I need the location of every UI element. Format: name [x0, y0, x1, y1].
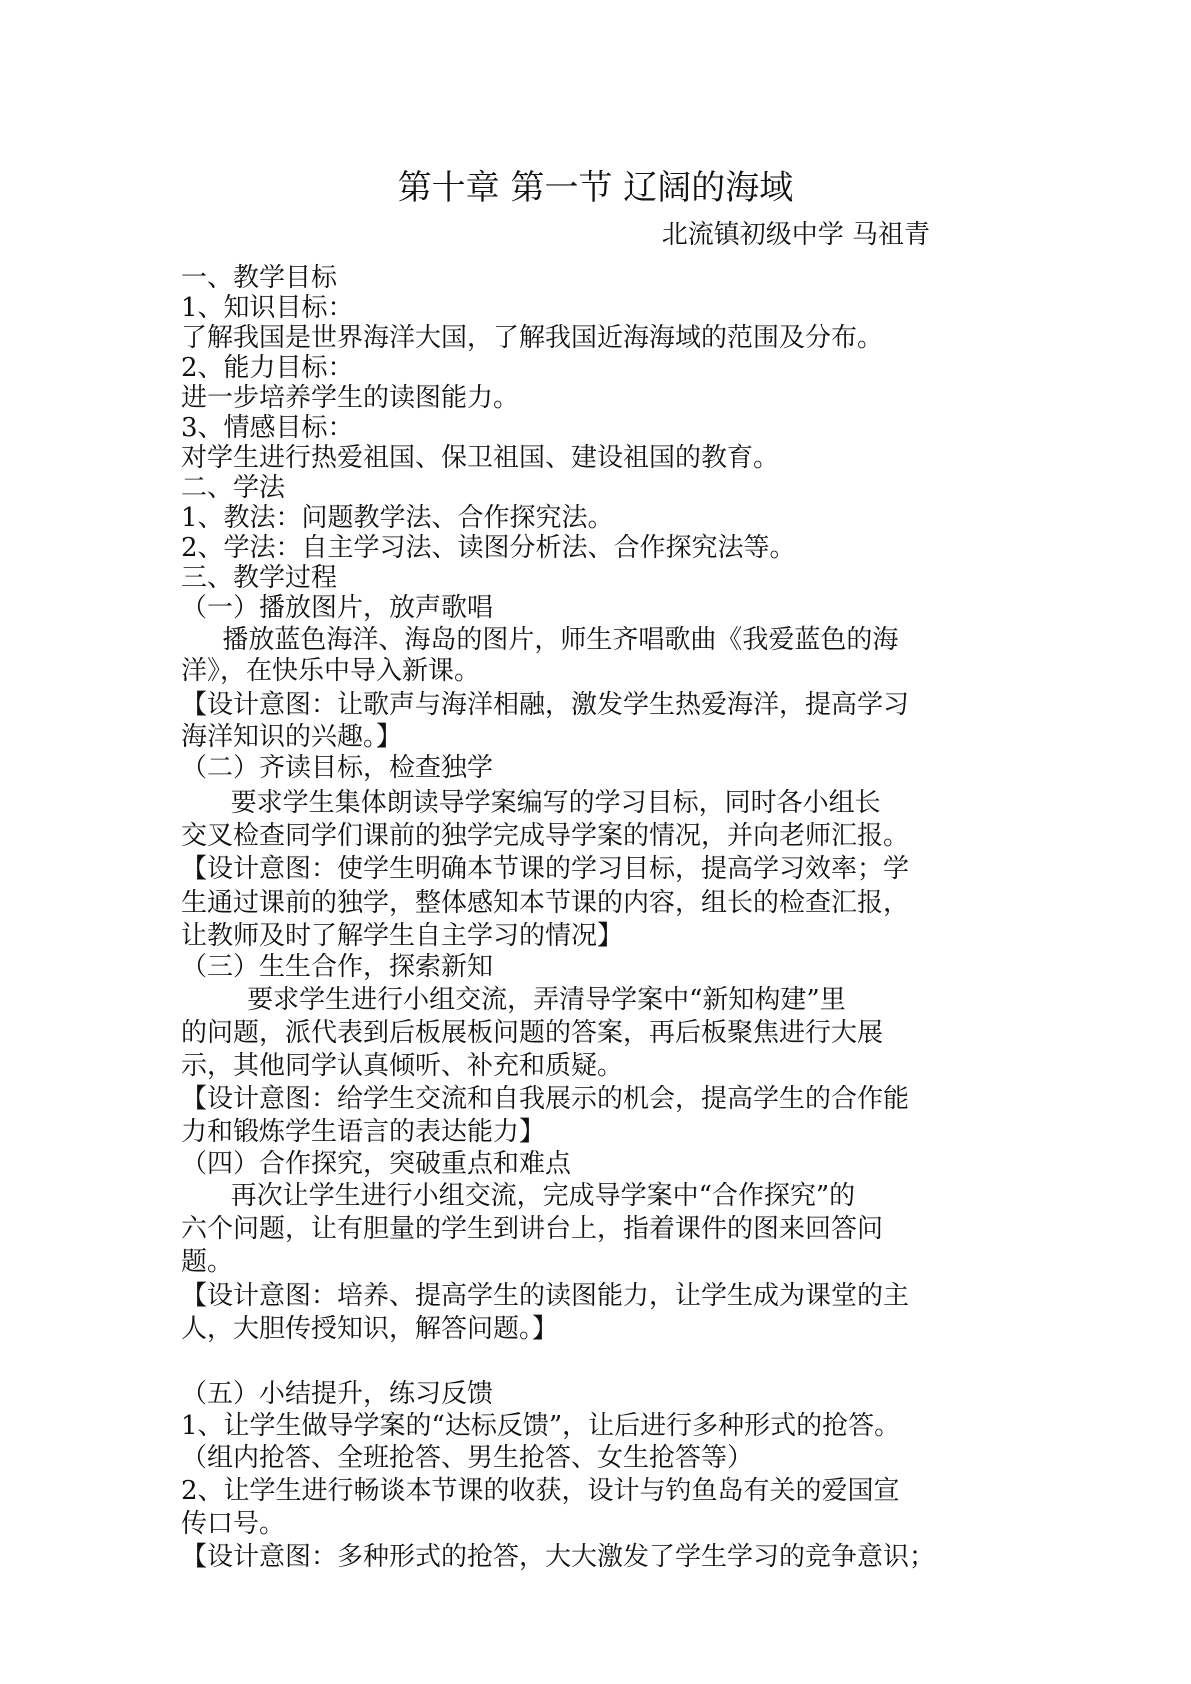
design-intent-line: 让教师及时了解学生自主学习的情况】	[181, 921, 624, 951]
design-intent-line: 【设计意图：使学生明确本节课的学习目标，提高学习效率；学	[181, 854, 910, 884]
body-line: 六个问题，让有胆量的学生到讲台上，指着课件的图来回答问	[181, 1214, 884, 1244]
subsection-heading: （四）合作探究，突破重点和难点	[181, 1149, 572, 1179]
subsection-heading: （五）小结提升，练习反馈	[181, 1379, 494, 1409]
body-line: 1、知识目标：	[181, 293, 354, 323]
design-intent-line: 力和锻炼学生语言的表达能力】	[181, 1117, 546, 1147]
subsection-heading: （二）齐读目标，检查独学	[181, 753, 494, 783]
body-line: （组内抢答、全班抢答、男生抢答、女生抢答等）	[181, 1443, 754, 1473]
body-line: 要求学生集体朗读导学案编写的学习目标，同时各小组长	[181, 788, 881, 818]
body-line: 3、情感目标：	[181, 413, 354, 443]
document-title: 第十章 第一节 辽阔的海域	[397, 168, 794, 208]
design-intent-line: 【设计意图：让歌声与海洋相融，激发学生热爱海洋，提高学习	[181, 690, 910, 720]
design-intent-line: 【设计意图：给学生交流和自我展示的机会，提高学生的合作能	[181, 1084, 910, 1114]
design-intent-line: 人，大胆传授知识，解答问题。】	[181, 1314, 559, 1344]
body-line: 1、让学生做导学案的“达标反馈”，让后进行多种形式的抢答。	[181, 1411, 901, 1441]
body-line: 洋》，在快乐中导入新课。	[181, 656, 481, 686]
body-line: 进一步培养学生的读图能力。	[181, 383, 520, 413]
design-intent-line: 【设计意图：多种形式的抢答，大大激发了学生学习的竞争意识；	[181, 1542, 936, 1572]
body-line: 示，其他同学认真倾听、补充和质疑。	[181, 1051, 624, 1081]
body-line: 1、教法：问题教学法、合作探究法。	[181, 503, 614, 533]
body-line: 2、学法：自主学习法、读图分析法、合作探究法等。	[181, 533, 796, 563]
body-line: 对学生进行热爱祖国、保卫祖国、建设祖国的教育。	[181, 443, 780, 473]
section-heading: 一、教学目标	[181, 263, 338, 293]
subsection-heading: （三）生生合作，探索新知	[181, 952, 494, 982]
subsection-heading: （一）播放图片，放声歌唱	[181, 593, 494, 623]
design-intent-line: 海洋知识的兴趣。】	[181, 722, 403, 752]
section-heading: 二、学法	[181, 473, 286, 503]
design-intent-line: 【设计意图：培养、提高学生的读图能力，让学生成为课堂的主	[181, 1281, 910, 1311]
body-line: 题。	[181, 1247, 234, 1277]
section-heading: 三、教学过程	[181, 563, 338, 593]
design-intent-line: 生通过课前的独学，整体感知本节课的内容，组长的检查汇报，	[181, 888, 910, 918]
body-line: 播放蓝色海洋、海岛的图片，师生齐唱歌曲《我爱蓝色的海	[181, 625, 899, 655]
body-line: 交叉检查同学们课前的独学完成导学案的情况，并向老师汇报。	[181, 821, 910, 851]
body-line: 再次让学生进行小组交流，完成导学案中“合作探究”的	[181, 1181, 856, 1211]
body-line: 的问题，派代表到后板展板问题的答案，再后板聚焦进行大展	[181, 1018, 884, 1048]
body-line: 了解我国是世界海洋大国，了解我国近海海域的范围及分布。	[181, 323, 884, 353]
body-line: 2、让学生进行畅谈本节课的收获，设计与钓鱼岛有关的爱国宣	[181, 1476, 900, 1506]
body-line: 2、能力目标：	[181, 353, 354, 383]
body-line: 传口号。	[181, 1509, 286, 1539]
document-author: 北流镇初级中学 马祖青	[661, 220, 930, 250]
body-line: 要求学生进行小组交流，弄清导学案中“新知构建”里	[181, 985, 846, 1015]
